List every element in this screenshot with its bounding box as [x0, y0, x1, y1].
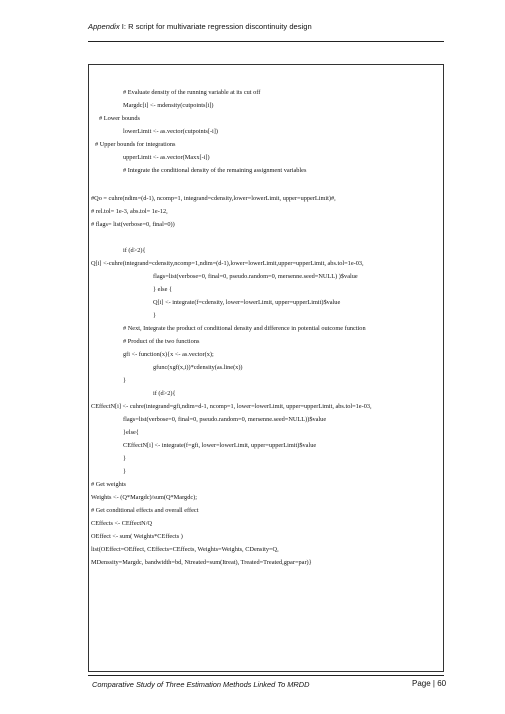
code-line: Q[i] <- integrate(f=cdensity, lower=lowerLimit, upper=upperLimit)$value [153, 299, 341, 306]
code-line: CEffects <- CEffectN/Q [91, 520, 153, 527]
code-line: CEffectN[i] <- cuhre(integrand=gfi,ndim=d-1, ncomp=1, lower=lowerLimit, upper=upperLimit, abs.tol=1e-03, [91, 403, 372, 410]
code-line: gfi <- function(x){x <- as.vector(x); [123, 351, 214, 358]
code-line: lowerLimit <- as.vector(cutpoints[-i]) [123, 128, 219, 135]
code-line: # Integrate the conditional density of the remaining assignment variables [123, 167, 307, 174]
code-box [88, 64, 444, 672]
page-number: Page | 60 [412, 679, 447, 688]
code-line: # Product of the two functions [123, 338, 200, 345]
code-line: # Upper bounds for integrations [95, 141, 176, 148]
code-line: # Get weights [91, 481, 126, 488]
code-line: }else{ [123, 429, 139, 436]
code-line: Q[i] <-cuhre(integrand=cdensity,ncomp=1,ndim=(d-1),lower=lowerLimit,upper=upperLimit, abs.tol=1e-03, [91, 260, 364, 267]
code-line: } [123, 468, 127, 475]
code-line: } [123, 377, 127, 384]
code-line: if (d>2){ [123, 247, 146, 254]
code-line: OEffect <- sum( Weights*CEffects ) [91, 533, 183, 540]
code-line: # Get conditional effects and overall effect [91, 507, 199, 514]
footer-title: Comparative Study of Three Estimation Methods Linked To MRDD [92, 680, 310, 689]
code-line: } else { [153, 286, 172, 293]
page-header [88, 22, 444, 31]
footer-divider [88, 675, 444, 676]
code-line: } [153, 312, 157, 319]
code-line: #Qo = cuhre(ndim=(d-1), ncomp=1, integrand=cdensity,lower=lowerLimit, upper=upperLimit)#, [91, 195, 336, 202]
code-line: Weights <- (Q*Margdc)/sum(Q*Margdc); [91, 494, 197, 501]
code-line: flags=list(verbose=0, final=0, pseudo.random=0, mersenne.seed=NULL))$value [123, 416, 327, 423]
code-line: # Lower bounds [99, 115, 140, 122]
code-line: MDenssity=Margdc, bandwidth=bd, Ntreated=sum(Itreat), Treated=Treated,gpar=par)} [91, 559, 312, 566]
code-line: # rel.tol= 1e-3, abs.tol= 1e-12, [91, 208, 168, 215]
code-line: flags=list(verbose=0, final=0, pseudo.random=0, mersenne.seed=NULL) )$value [153, 273, 358, 280]
code-line: # flags= list(verbose=0, final=0)) [91, 221, 175, 228]
code-line: Margdc[i] <- mdensity(cutpoints[i]) [123, 102, 214, 109]
code-line: if (d>2){ [153, 390, 176, 397]
appendix-label: Appendix [88, 22, 120, 31]
header-divider [88, 41, 444, 42]
code-line: # Evaluate density of the running variable at its cut off [123, 89, 261, 96]
header-title: I: R script for multivariate regression discontinuity design [119, 22, 312, 31]
code-line: list(OEffect=OEffect, CEffects=CEffects, Weights=Weights, CDensity=Q, [91, 546, 279, 553]
code-line: # Next, Integrate the product of conditional density and difference in potential outcome function [123, 325, 366, 332]
code-line: upperLimit <- as.vector(Maxx[-i]) [123, 154, 210, 161]
code-line: } [123, 455, 127, 462]
code-line: CEffectN[i] <- integrate(f=gfi, lower=lowerLimit, upper=upperLimit)$value [123, 442, 317, 449]
code-line: gfunc(xgf(x,i))*cdensity(as.line(x)) [153, 364, 243, 371]
